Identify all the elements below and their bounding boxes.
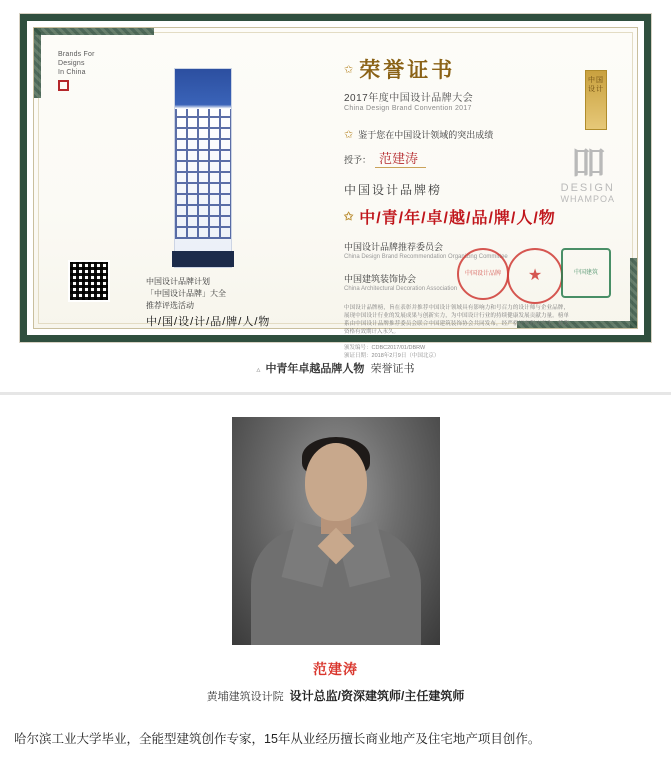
certificate-frame xyxy=(20,14,651,359)
certificate-inner xyxy=(33,27,638,359)
qr-code xyxy=(68,260,110,302)
certificate-date-line xyxy=(344,352,634,360)
whampoa-watermark xyxy=(560,148,615,204)
code-label: 颁发编号： xyxy=(344,345,372,351)
red-star-seal xyxy=(507,248,563,304)
tower-caption-line-2: 「中国设计品牌」大全 xyxy=(146,289,226,298)
criteria-text: 鉴于您在中国设计领域的突出成绩 xyxy=(358,130,494,140)
certificate-subtitle-en: China Design Brand Convention 2017 xyxy=(344,105,472,112)
person-bio: 哈尔滨工业大学毕业，全能型建筑创作专家，15年从业经历擅长商业地产及住宅地产项目创作。 xyxy=(14,732,541,746)
portrait-head xyxy=(305,443,367,521)
side-gold-seal: 中国设计 xyxy=(585,70,607,130)
trophy-tower-image xyxy=(174,68,232,268)
award-recipient-name: 范建涛 xyxy=(375,151,426,168)
certificate-subtitle-cn: 2017年度中国设计品牌大会 xyxy=(344,93,474,104)
certificate-code-line xyxy=(344,344,634,352)
caption-bold-text: 中青年卓越品牌人物 xyxy=(265,363,365,375)
certificate-main-honor-row xyxy=(344,205,634,228)
person-name: 范建涛 xyxy=(313,661,358,677)
brands-logo-line-1: Brands For xyxy=(58,51,95,58)
triangle-marker-icon: ▵ xyxy=(256,365,261,374)
tower-caption-line-1: 中国设计品牌计划 xyxy=(146,277,210,286)
certificate-org2-en: China Architectural Decoration Association xyxy=(344,286,458,292)
star-icon-2: ✩ xyxy=(344,129,354,141)
portrait-photo xyxy=(232,417,440,645)
certificate-org-cn: 中国设计品牌推荐委员会 xyxy=(344,242,444,252)
certificate-description: 中国设计品牌榜，旨在表彰并推荐中国设计领域具有影响力和号召力的设计师与企业品牌，展现中国设计行业的发展成果与创新实力，为中国设计行业的持续健康发展贡献力量。榜单系由中国设计品牌推荐委员会联合中国建筑装饰协会共同发布，经严格评审程序产生，获奖资格有效期计入永久。 xyxy=(344,305,569,335)
certificate-org2-cn: 中国建筑装饰协会 xyxy=(344,274,417,284)
corner-band-left xyxy=(34,28,41,98)
date-value: 2018年2月9日（中国北京） xyxy=(371,353,440,359)
brands-logo-line-2: Designs xyxy=(58,60,85,67)
brands-logo-square-icon xyxy=(58,80,69,91)
brands-logo-line-3: In China xyxy=(58,69,86,76)
tower-pattern xyxy=(175,109,231,240)
certificate-image-block xyxy=(0,0,671,359)
certificate-main-honor: 中/青/年/卓/越/品/牌/人/物 xyxy=(359,210,556,227)
red-seal-left: 中国设计品牌 xyxy=(457,248,509,300)
tower-caption xyxy=(146,276,276,328)
certificate-org-en: China Design Brand Recommendation Organizing Committee xyxy=(344,254,508,260)
person-roles: 设计总监/资深建筑师/主任建筑师 xyxy=(289,689,465,703)
brands-for-designs-logo xyxy=(58,50,95,91)
whampoa-line-1: DESIGN xyxy=(560,182,615,194)
caption-tail-text: 荣誉证书 xyxy=(370,363,415,375)
whampoa-line-2: WHAMPOA xyxy=(560,194,615,204)
tower-base xyxy=(172,251,234,267)
award-label: 授予： xyxy=(344,155,372,165)
tower-caption-title: 中/国/设/计/品/牌/人/物 xyxy=(146,316,271,328)
whampoa-glyph-icon: 吅 xyxy=(571,146,604,183)
portrait-block xyxy=(0,395,671,645)
certificate-rank-label: 中国设计品牌榜 xyxy=(344,183,443,197)
red-star-icon: ★ xyxy=(527,267,543,284)
green-seal: 中国建筑 xyxy=(561,248,611,298)
corner-band-top-left xyxy=(34,28,154,35)
certificate-title: 荣誉证书 xyxy=(359,58,456,82)
code-value: CDBC2017/01/DBRW xyxy=(371,345,426,351)
certificate-code-block xyxy=(344,344,634,360)
star-icon-3: ✩ xyxy=(344,211,355,223)
tower-caption-line-3: 推荐评选活动 xyxy=(146,301,194,310)
person-title-row xyxy=(0,679,671,704)
date-label: 颁证日期： xyxy=(344,353,372,359)
star-icon: ✩ xyxy=(344,63,354,76)
person-organization: 黄埔建筑设计院 xyxy=(206,691,284,703)
